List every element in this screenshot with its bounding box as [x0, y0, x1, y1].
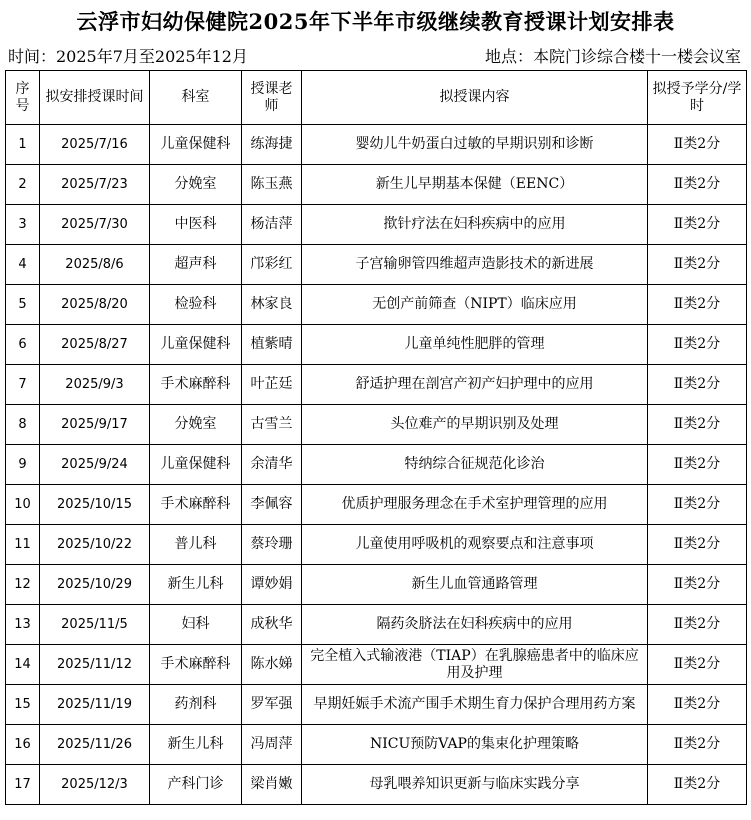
header-teacher: 授课老师: [242, 71, 302, 125]
cell-no: 13: [6, 605, 40, 645]
table-row: [6, 205, 747, 245]
table-row: [6, 125, 747, 165]
table-row: [6, 365, 747, 405]
schedule-table: [5, 70, 747, 805]
cell-teacher: 陈水娣: [242, 645, 302, 685]
cell-teacher: 李佩容: [242, 485, 302, 525]
cell-date: 2025/11/26: [40, 725, 150, 765]
cell-dept: 药剂科: [150, 685, 242, 725]
cell-no: 10: [6, 485, 40, 525]
cell-date: 2025/9/17: [40, 405, 150, 445]
cell-no: 11: [6, 525, 40, 565]
cell-teacher: 邝彩红: [242, 245, 302, 285]
cell-no: 7: [6, 365, 40, 405]
header-dept: 科室: [150, 71, 242, 125]
cell-content: 母乳喂养知识更新与临床实践分享: [302, 765, 648, 805]
cell-no: 2: [6, 165, 40, 205]
cell-date: 2025/10/22: [40, 525, 150, 565]
cell-credit: Ⅱ类2分: [648, 365, 747, 405]
cell-teacher: 杨洁萍: [242, 205, 302, 245]
header-credit: 拟授予学分/学时: [648, 71, 747, 125]
cell-dept: 普儿科: [150, 525, 242, 565]
cell-teacher: 叶芷廷: [242, 365, 302, 405]
cell-dept: 手术麻醉科: [150, 365, 242, 405]
cell-date: 2025/10/15: [40, 485, 150, 525]
cell-date: 2025/7/16: [40, 125, 150, 165]
cell-content: 儿童使用呼吸机的观察要点和注意事项: [302, 525, 648, 565]
cell-teacher: 蔡玲珊: [242, 525, 302, 565]
header-content: 拟授课内容: [302, 71, 648, 125]
cell-no: 17: [6, 765, 40, 805]
cell-credit: Ⅱ类2分: [648, 725, 747, 765]
table-row: [6, 525, 747, 565]
cell-content: 早期妊娠手术流产围手术期生育力保护合理用药方案: [302, 685, 648, 725]
cell-credit: Ⅱ类2分: [648, 285, 747, 325]
cell-no: 6: [6, 325, 40, 365]
table-row: [6, 565, 747, 605]
table-row: [6, 685, 747, 725]
cell-no: 8: [6, 405, 40, 445]
cell-no: 3: [6, 205, 40, 245]
cell-dept: 儿童保健科: [150, 125, 242, 165]
cell-credit: Ⅱ类2分: [648, 485, 747, 525]
cell-credit: Ⅱ类2分: [648, 245, 747, 285]
table-row: [6, 165, 747, 205]
cell-content: 子宫输卵管四维超声造影技术的新进展: [302, 245, 648, 285]
cell-credit: Ⅱ类2分: [648, 405, 747, 445]
cell-date: 2025/11/5: [40, 605, 150, 645]
table-row: [6, 445, 747, 485]
cell-teacher: 余清华: [242, 445, 302, 485]
cell-content: 儿童单纯性肥胖的管理: [302, 325, 648, 365]
time-label: 时间：2025年7月至2025年12月: [8, 47, 248, 66]
table-row: [6, 325, 747, 365]
table-header-row: [6, 71, 747, 125]
cell-dept: 超声科: [150, 245, 242, 285]
cell-teacher: 罗军强: [242, 685, 302, 725]
cell-content: 无创产前筛查（NIPT）临床应用: [302, 285, 648, 325]
cell-teacher: 古雪兰: [242, 405, 302, 445]
cell-credit: Ⅱ类2分: [648, 605, 747, 645]
cell-credit: Ⅱ类2分: [648, 565, 747, 605]
cell-date: 2025/11/12: [40, 645, 150, 685]
cell-credit: Ⅱ类2分: [648, 205, 747, 245]
table-row: [6, 405, 747, 445]
cell-content: 新生儿早期基本保健（EENC）: [302, 165, 648, 205]
cell-content: 头位难产的早期识别及处理: [302, 405, 648, 445]
cell-date: 2025/8/6: [40, 245, 150, 285]
cell-date: 2025/7/30: [40, 205, 150, 245]
cell-date: 2025/9/24: [40, 445, 150, 485]
header-date: 拟安排授课时间: [40, 71, 150, 125]
cell-credit: Ⅱ类2分: [648, 445, 747, 485]
cell-dept: 产科门诊: [150, 765, 242, 805]
cell-date: 2025/7/23: [40, 165, 150, 205]
table-row: [6, 605, 747, 645]
cell-teacher: 谭妙娟: [242, 565, 302, 605]
table-row: [6, 645, 747, 685]
header-no: 序号: [6, 71, 40, 125]
cell-dept: 妇科: [150, 605, 242, 645]
table-body: [6, 125, 747, 805]
cell-content: 舒适护理在剖宫产初产妇护理中的应用: [302, 365, 648, 405]
cell-content: 揿针疗法在妇科疾病中的应用: [302, 205, 648, 245]
cell-no: 1: [6, 125, 40, 165]
cell-dept: 儿童保健科: [150, 325, 242, 365]
cell-dept: 分娩室: [150, 405, 242, 445]
table-row: [6, 765, 747, 805]
cell-credit: Ⅱ类2分: [648, 325, 747, 365]
cell-dept: 手术麻醉科: [150, 485, 242, 525]
cell-no: 4: [6, 245, 40, 285]
cell-date: 2025/8/20: [40, 285, 150, 325]
cell-content: NICU预防VAP的集束化护理策略: [302, 725, 648, 765]
cell-content: 隔药灸脐法在妇科疾病中的应用: [302, 605, 648, 645]
cell-credit: Ⅱ类2分: [648, 765, 747, 805]
cell-teacher: 陈玉燕: [242, 165, 302, 205]
cell-content: 新生儿血管通路管理: [302, 565, 648, 605]
cell-no: 15: [6, 685, 40, 725]
cell-no: 9: [6, 445, 40, 485]
cell-teacher: 梁肖嫩: [242, 765, 302, 805]
cell-no: 14: [6, 645, 40, 685]
cell-dept: 中医科: [150, 205, 242, 245]
cell-teacher: 植紫晴: [242, 325, 302, 365]
cell-content: 特纳综合征规范化诊治: [302, 445, 648, 485]
place-label: 地点：本院门诊综合楼十一楼会议室: [484, 47, 741, 66]
table-row: [6, 245, 747, 285]
cell-dept: 新生儿科: [150, 725, 242, 765]
table-row: [6, 285, 747, 325]
table-row: [6, 485, 747, 525]
cell-credit: Ⅱ类2分: [648, 645, 747, 685]
cell-dept: 儿童保健科: [150, 445, 242, 485]
cell-content: 优质护理服务理念在手术室护理管理的应用: [302, 485, 648, 525]
table-row: [6, 725, 747, 765]
cell-no: 12: [6, 565, 40, 605]
cell-credit: Ⅱ类2分: [648, 525, 747, 565]
cell-teacher: 练海捷: [242, 125, 302, 165]
cell-date: 2025/12/3: [40, 765, 150, 805]
cell-credit: Ⅱ类2分: [648, 685, 747, 725]
cell-credit: Ⅱ类2分: [648, 125, 747, 165]
cell-teacher: 冯周萍: [242, 725, 302, 765]
cell-dept: 分娩室: [150, 165, 242, 205]
page-title: 云浮市妇幼保健院2025年下半年市级继续教育授课计划安排表: [76, 9, 675, 34]
cell-dept: 手术麻醉科: [150, 645, 242, 685]
cell-no: 5: [6, 285, 40, 325]
cell-date: 2025/8/27: [40, 325, 150, 365]
cell-teacher: 成秋华: [242, 605, 302, 645]
cell-no: 16: [6, 725, 40, 765]
cell-dept: 检验科: [150, 285, 242, 325]
cell-teacher: 林家良: [242, 285, 302, 325]
cell-date: 2025/11/19: [40, 685, 150, 725]
cell-date: 2025/9/3: [40, 365, 150, 405]
cell-content: 婴幼儿牛奶蛋白过敏的早期识别和诊断: [302, 125, 648, 165]
cell-credit: Ⅱ类2分: [648, 165, 747, 205]
cell-dept: 新生儿科: [150, 565, 242, 605]
cell-date: 2025/10/29: [40, 565, 150, 605]
cell-content: 完全植入式输液港（TIAP）在乳腺癌患者中的临床应用及护理: [302, 645, 648, 685]
